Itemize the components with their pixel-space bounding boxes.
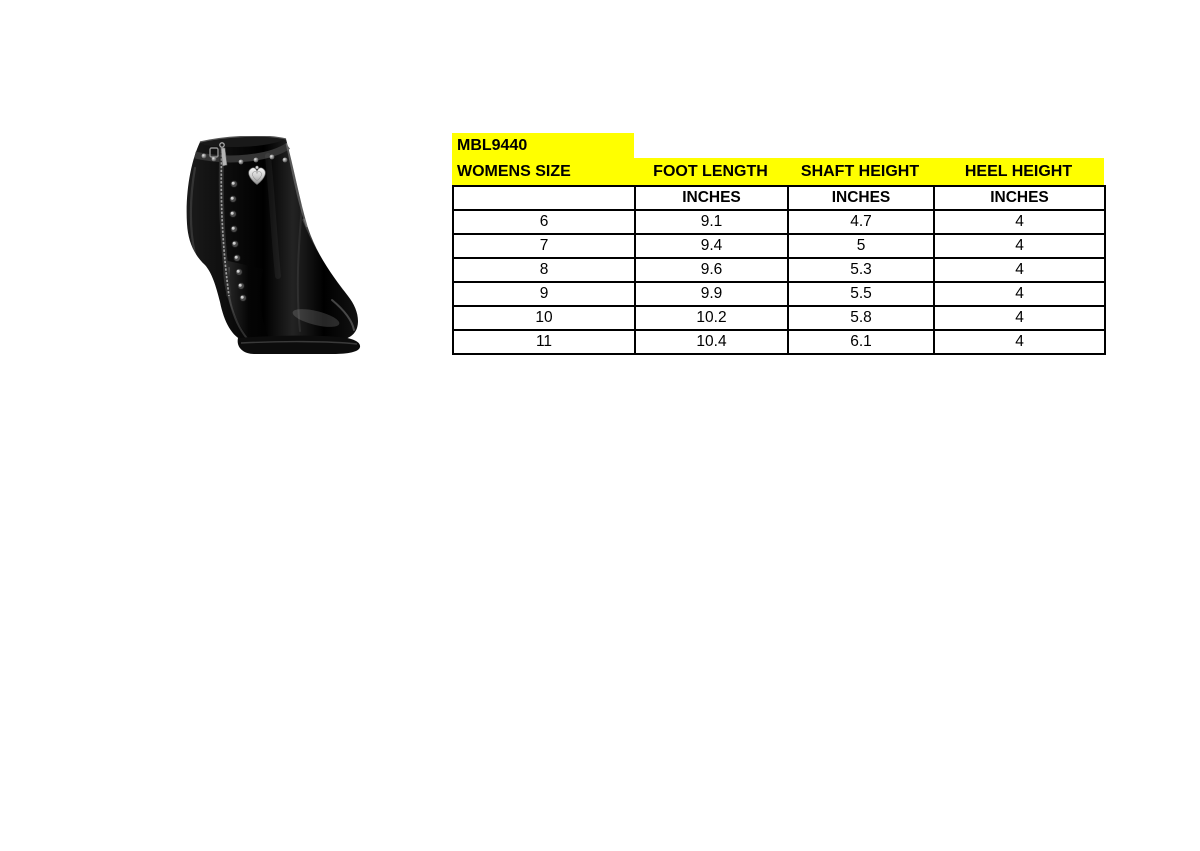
size-cell: 4 xyxy=(934,234,1105,258)
size-cell: 8 xyxy=(453,258,635,282)
column-header-womens-size: WOMENS SIZE xyxy=(457,163,571,180)
size-cell: 9.6 xyxy=(635,258,788,282)
size-cell: 9 xyxy=(453,282,635,306)
size-cell: 10 xyxy=(453,306,635,330)
size-cell: 5.3 xyxy=(788,258,934,282)
unit-cell: INCHES xyxy=(788,186,934,210)
size-cell: 6.1 xyxy=(788,330,934,354)
units-row xyxy=(453,186,1105,210)
size-cell: 9.4 xyxy=(635,234,788,258)
size-cell: 5.8 xyxy=(788,306,934,330)
model-number-cell xyxy=(452,133,634,158)
size-cell: 7 xyxy=(453,234,635,258)
size-cell: 5.5 xyxy=(788,282,934,306)
unit-cell xyxy=(453,186,635,210)
column-header-foot-length: FOOT LENGTH xyxy=(653,163,768,180)
column-header-heel-height: HEEL HEIGHT xyxy=(964,163,1073,180)
size-cell: 6 xyxy=(453,210,635,234)
size-cell: 9.9 xyxy=(635,282,788,306)
size-cell: 9.1 xyxy=(635,210,788,234)
size-row xyxy=(453,306,1105,330)
model-number: MBL9440 xyxy=(457,137,528,154)
column-header-shaft-height: SHAFT HEIGHT xyxy=(800,163,920,180)
size-chart xyxy=(452,133,1104,355)
size-cell: 10.2 xyxy=(635,306,788,330)
size-cell: 10.4 xyxy=(635,330,788,354)
size-cell: 4 xyxy=(934,258,1105,282)
size-cell: 4 xyxy=(934,330,1105,354)
size-cell: 4.7 xyxy=(788,210,934,234)
product-photo xyxy=(180,136,364,358)
size-cell: 11 xyxy=(453,330,635,354)
size-table xyxy=(452,185,1106,355)
boot-sole xyxy=(238,336,360,354)
size-table-body xyxy=(453,186,1105,354)
size-row xyxy=(453,258,1105,282)
unit-cell: INCHES xyxy=(934,186,1105,210)
size-cell: 4 xyxy=(934,210,1105,234)
size-cell: 4 xyxy=(934,282,1105,306)
size-row xyxy=(453,210,1105,234)
size-cell: 4 xyxy=(934,306,1105,330)
boot-illustration xyxy=(180,136,364,358)
size-row xyxy=(453,282,1105,306)
size-row xyxy=(453,234,1105,258)
size-cell: 5 xyxy=(788,234,934,258)
column-header-row xyxy=(452,158,1104,185)
unit-cell: INCHES xyxy=(635,186,788,210)
size-row xyxy=(453,330,1105,354)
